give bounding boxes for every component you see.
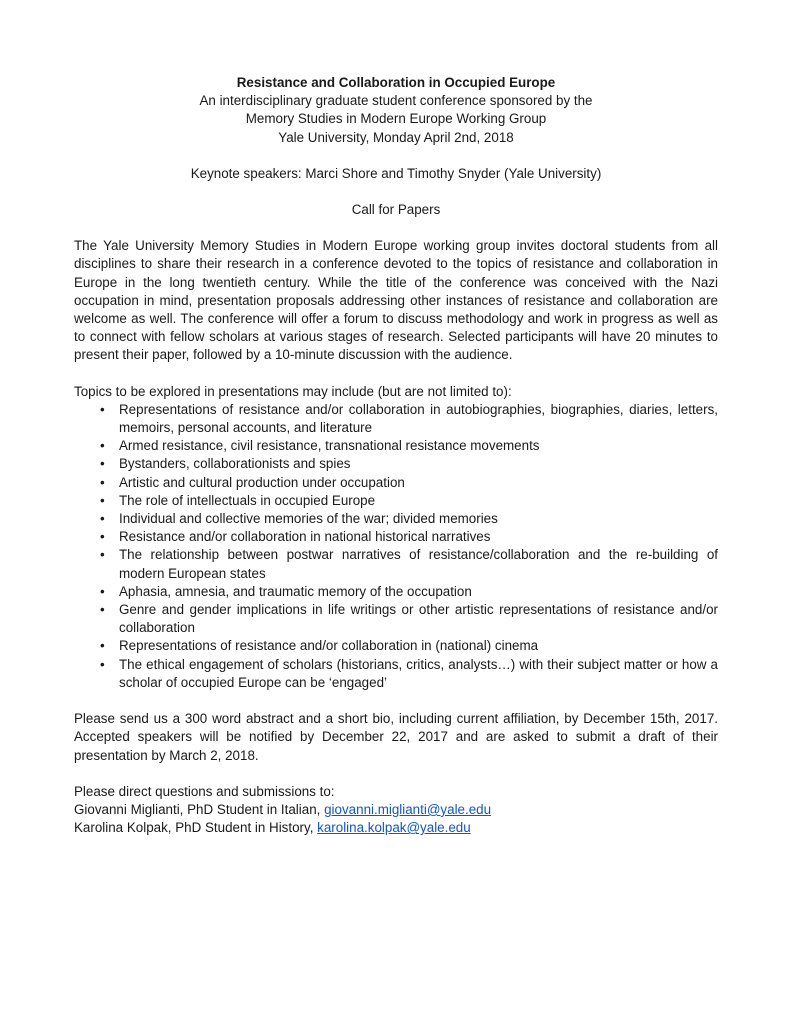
keynote-speakers: Keynote speakers: Marci Shore and Timothy Snyder (Yale University) [190, 165, 602, 181]
email-link-giovanni[interactable]: giovanni.miglianti@yale.edu [324, 801, 492, 817]
bullet-icon: • [100, 638, 105, 654]
contact-name: Giovanni Miglianti, PhD Student in Italian, [74, 801, 325, 817]
submission-paragraph: Please send us a 300 word abstract and a short bio, including current affiliation, by December 15th, 2017. Accepted speakers will be notified by December 22, 2017 and are asked to submit a draft of their presentation by March 2, 2018. [74, 711, 718, 763]
topics-intro: Topics to be explored in presentations may include (but are not limited to): [74, 383, 512, 399]
bullet-icon: • [100, 656, 105, 672]
topic-text: Bystanders, collaborationists and spies [119, 456, 351, 472]
topic-text: Armed resistance, civil resistance, transnational resistance movements [119, 438, 540, 454]
contacts-section [74, 783, 718, 838]
conference-description-line2: Memory Studies in Modern Europe Working Group [245, 111, 547, 127]
topic-item [74, 437, 718, 455]
topic-text: Artistic and cultural production under occupation [119, 474, 405, 490]
topic-item [74, 583, 718, 601]
call-for-papers-heading: Call for Papers [351, 202, 441, 218]
contact-line [74, 819, 718, 837]
topic-text: Aphasia, amnesia, and traumatic memory of the occupation [119, 583, 472, 599]
topic-text: Representations of resistance and/or collaboration in (national) cinema [119, 638, 539, 654]
bullet-icon: • [100, 547, 105, 563]
email-link-karolina[interactable]: karolina.kolpak@yale.edu [317, 820, 471, 836]
document-header [74, 74, 718, 147]
bullet-icon: • [100, 492, 105, 508]
document-page [74, 74, 718, 837]
topic-text: Resistance and/or collaboration in national historical narratives [119, 529, 491, 545]
topic-item [74, 492, 718, 510]
bullet-icon: • [100, 456, 105, 472]
topic-text: The relationship between postwar narratives of resistance/collaboration and the re-building of modern European states [119, 547, 718, 581]
bullet-icon: • [100, 474, 105, 490]
topic-item [74, 546, 718, 582]
topics-list [74, 401, 718, 692]
topic-item [74, 455, 718, 473]
bullet-icon: • [100, 529, 105, 545]
topic-item [74, 510, 718, 528]
topic-text: The ethical engagement of scholars (historians, critics, analysts…) with their subject matter or how a scholar of occupied Europe can be ‘engaged’ [119, 656, 718, 690]
topics-section [74, 383, 718, 692]
venue-date: Yale University, Monday April 2nd, 2018 [278, 129, 514, 145]
topic-text: Individual and collective memories of the war; divided memories [119, 511, 498, 527]
topic-text: Representations of resistance and/or collaboration in autobiographies, biographies, diaries, letters, memoirs, personal accounts, and literature [119, 401, 718, 436]
topic-item [74, 401, 718, 437]
contact-name: Karolina Kolpak, PhD Student in History, [74, 820, 318, 836]
conference-description-line1: An interdisciplinary graduate student conference sponsored by the [199, 93, 593, 109]
topic-item [74, 656, 718, 692]
topic-item [74, 637, 718, 655]
bullet-icon: • [100, 602, 105, 618]
topic-text: Genre and gender implications in life writings or other artistic representations of resistance and/or collaboration [119, 602, 718, 636]
topic-item [74, 528, 718, 546]
topic-item [74, 474, 718, 492]
bullet-icon: • [100, 583, 105, 599]
bullet-icon: • [100, 401, 105, 417]
document-title: Resistance and Collaboration in Occupied Europe [236, 75, 556, 90]
topic-text: The role of intellectuals in occupied Europe [119, 492, 376, 508]
bullet-icon: • [100, 438, 105, 454]
contacts-intro: Please direct questions and submissions to: [74, 783, 335, 799]
bullet-icon: • [100, 511, 105, 527]
contact-line [74, 801, 718, 819]
topic-item [74, 601, 718, 637]
intro-paragraph: The Yale University Memory Studies in Modern Europe working group invites doctoral students from all disciplines to share their research in a conference devoted to the topics of resistance and collaboration in Europe in the long twentieth century. While the title of the conference was conceived with the Nazi occupation in mind, presentation proposals addressing other instances of resistance and collaboration are welcome as well. The conference will offer a forum to discuss methodology and work in progress as well as to connect with fellow scholars at various stages of research. Selected participants will have 20 minutes to present their paper, followed by a 10-minute discussion with the audience. [74, 238, 718, 363]
